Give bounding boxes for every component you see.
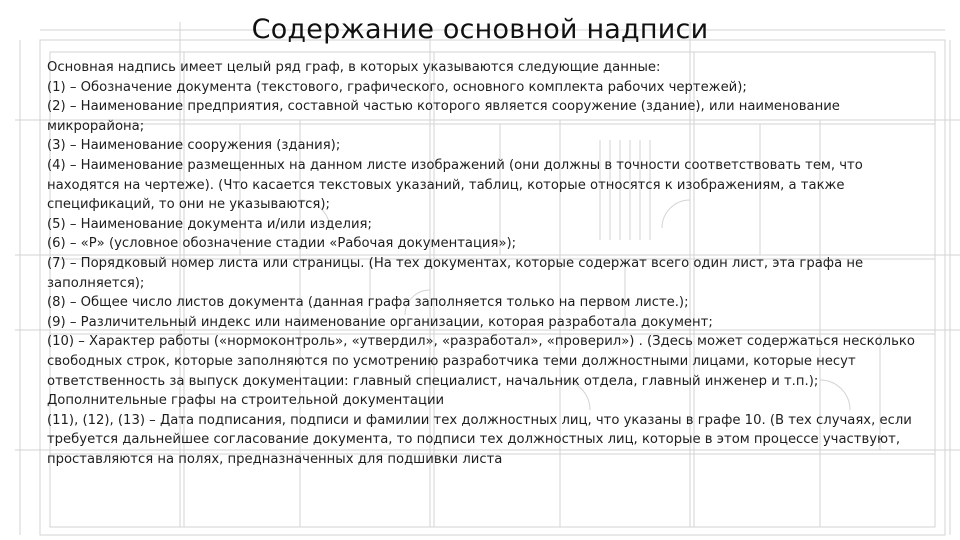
slide-body-text [47,58,937,469]
paragraph-intro: Основная надпись имеет целый ряд граф, в которых указываются следующие данные: [47,60,661,75]
item-6: (6) – «Р» (условное обозначение стадии «Рабочая документация»); [47,236,517,252]
item-10: (10) – Характер работы («нормоконтроль», «утвердил», «разработал», «проверил») . (Здесь может содержаться несколько свободных строк, которые заполняются по усмотрению разработчика теми должностными лицами, которые несут ответственность за выпуск документации: главный специалист, начальник отдела, главный инженер и т.п.); [47,334,915,389]
item-3: (3) – Наименование сооружения (здания); [47,138,341,154]
item-1: (1) – Обозначение документа (текстового, графического, основного комплекта рабочих чертежей); [47,79,747,95]
item-4: (4) – Наименование размещенных на данном листе изображений (они должны в точности соответствовать тем, что находятся на чертеже). (Что касается текстовых указаний, таблиц, которые относятся к изображениям, а также спецификаций, то они не указываются); [47,157,863,213]
item-7: (7) – Порядковый номер листа или страницы. (На тех документах, которые содержат всего один лист, эта графа не заполняется); [47,255,864,291]
subheading-additional: Дополнительные графы на строительной документации [47,393,445,409]
item-8: (8) – Общее число листов документа (данная графа заполняется только на первом листе.); [47,295,689,311]
item-9: (9) – Различительный индекс или наименование организации, которая разработала документ; [47,314,713,330]
item-11-13: (11), (12), (13) – Дата подписания, подписи и фамилии тех должностных лиц, что указаны в графе 10. (В тех случаях, если требуется дальнейшее согласование документа, то подписи тех должностных лиц, которые в этом процессе участвуют, проставляются на полях, предназначенных для подшивки листа [47,412,912,467]
slide-title: Содержание основной надписи [251,14,709,45]
item-5: (5) – Наименование документа и/или изделия; [47,216,372,232]
item-2: (2) – Наименование предприятия, составной частью которого является сооружение (здание), или наименование микрорайона; [47,99,840,134]
